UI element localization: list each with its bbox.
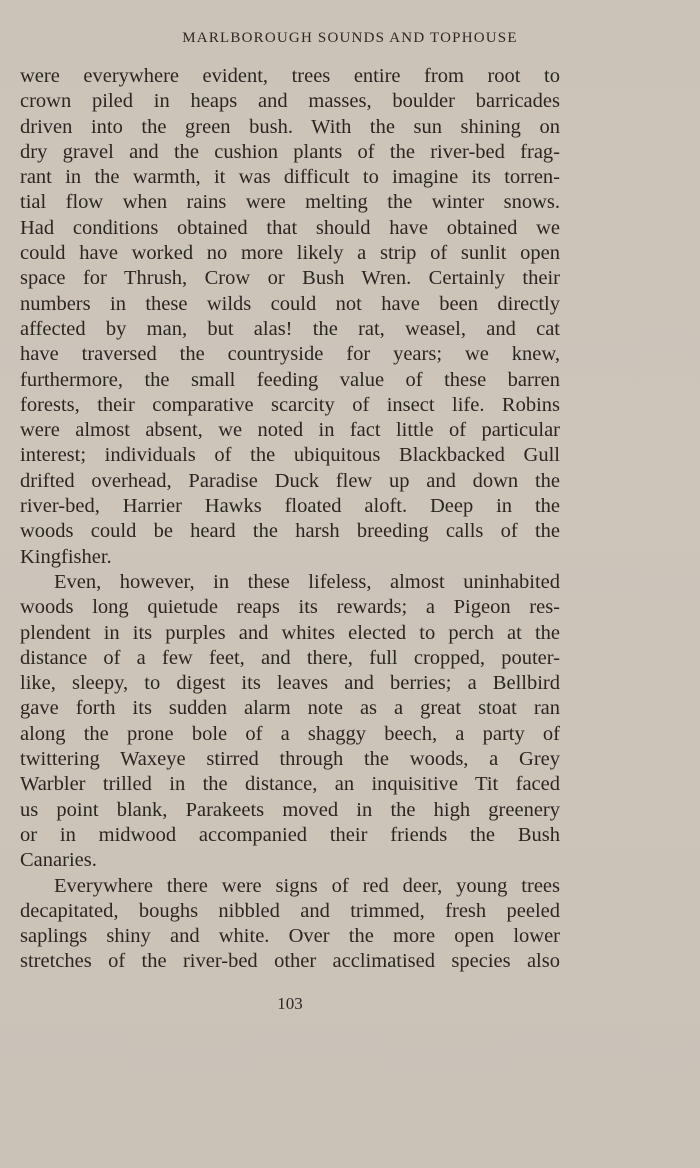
text-line: tial flow when rains were melting the winter snows. <box>20 191 560 214</box>
paragraph-3 <box>20 874 560 975</box>
text-line: have traversed the countryside for years; we knew, <box>20 343 560 366</box>
text-line: affected by man, but alas! the rat, weasel, and cat <box>20 317 560 340</box>
text-line: were everywhere evident, trees entire from root to <box>20 65 560 87</box>
text-line: like, sleepy, to digest its leaves and berries; a Bellbird <box>20 672 560 695</box>
body-text <box>20 64 560 975</box>
text-line: decapitated, boughs nibbled and trimmed, fresh peeled <box>20 899 560 922</box>
text-line: or in midwood accompanied their friends the Bush <box>20 823 560 846</box>
text-line: could have worked no more likely a strip of sunlit open <box>20 242 560 265</box>
text-line: Everywhere there were signs of red deer, young trees <box>54 874 560 897</box>
text-line: Canaries. <box>20 849 97 872</box>
text-line: twittering Waxeye stirred through the woods, a Grey <box>20 748 560 771</box>
text-line: furthermore, the small feeding value of these barren <box>20 368 560 391</box>
paragraph-1 <box>20 64 560 570</box>
text-line: distance of a few feet, and there, full cropped, pouter- <box>20 646 560 669</box>
text-line: saplings shiny and white. Over the more open lower <box>20 925 560 948</box>
text-line: numbers in these wilds could not have been directly <box>20 292 560 315</box>
text-line: along the prone bole of a shaggy beech, a party of <box>20 722 560 745</box>
text-line: woods could be heard the harsh breeding calls of the <box>20 520 560 543</box>
text-line: stretches of the river-bed other acclimatised species also <box>20 950 560 973</box>
text-line: rant in the warmth, it was difficult to imagine its torren- <box>20 166 560 189</box>
text-line: us point blank, Parakeets moved in the high greenery <box>20 798 560 821</box>
text-line: drifted overhead, Paradise Duck flew up and down the <box>20 469 560 492</box>
text-line: Had conditions obtained that should have obtained we <box>20 216 560 239</box>
page-number: 103 <box>277 994 303 1013</box>
text-line: woods long quietude reaps its rewards; a Pigeon res- <box>20 596 560 619</box>
text-line: were almost absent, we noted in fact little of particular <box>20 419 560 442</box>
paragraph-2 <box>20 570 560 874</box>
text-line: Warbler trilled in the distance, an inquisitive Tit faced <box>20 773 560 796</box>
text-line: Even, however, in these lifeless, almost uninhabited <box>54 570 560 593</box>
text-line: river-bed, Harrier Hawks floated aloft. Deep in the <box>20 495 560 518</box>
text-line: Kingfisher. <box>20 545 112 568</box>
text-line: interest; individuals of the ubiquitous Blackbacked Gull <box>20 444 560 467</box>
text-line: plendent in its purples and whites elected to perch at the <box>20 621 560 644</box>
text-line: crown piled in heaps and masses, boulder barricades <box>20 90 560 113</box>
text-line: space for Thrush, Crow or Bush Wren. Certainly their <box>20 267 560 290</box>
text-line: dry gravel and the cushion plants of the river-bed frag- <box>20 140 560 163</box>
text-line: gave forth its sudden alarm note as a great stoat ran <box>20 697 560 720</box>
running-head: MARLBOROUGH SOUNDS AND TOPHOUSE <box>182 30 518 46</box>
text-line: forests, their comparative scarcity of insect life. Robins <box>20 393 560 416</box>
text-line: driven into the green bush. With the sun shining on <box>20 115 560 138</box>
